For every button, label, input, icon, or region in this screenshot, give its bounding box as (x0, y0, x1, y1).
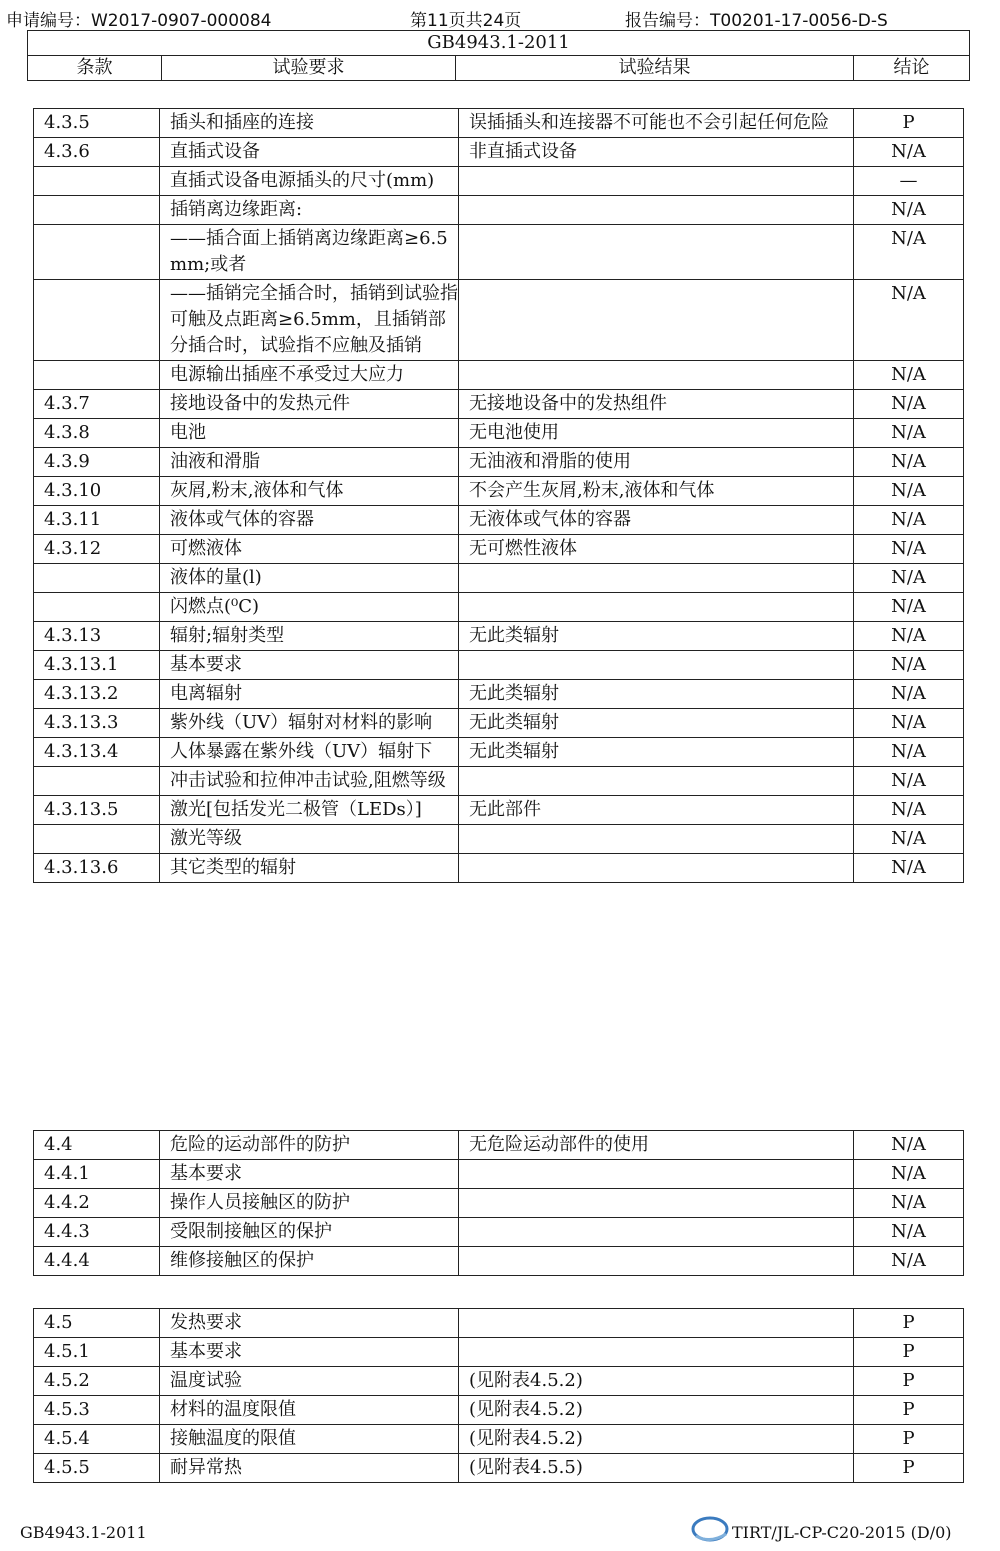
table-row (34, 1131, 964, 1160)
verdict-cell: N/A (854, 680, 964, 709)
result-cell: 无液体或气体的容器 (459, 506, 854, 535)
result-cell: 无接地设备中的发热组件 (459, 390, 854, 419)
verdict-cell: N/A (854, 709, 964, 738)
result-cell: 无此类辐射 (459, 680, 854, 709)
verdict-cell: N/A (854, 1189, 964, 1218)
clause-cell: 4.3.13 (34, 622, 160, 651)
requirement-cell: 插销离边缘距离: (160, 196, 459, 225)
clause-cell: 4.5.5 (34, 1454, 160, 1483)
table-row (34, 1247, 964, 1276)
clause-cell: 4.4.3 (34, 1218, 160, 1247)
table-row (34, 1218, 964, 1247)
table-row (34, 796, 964, 825)
table-row (34, 1160, 964, 1189)
table-row (34, 593, 964, 622)
requirement-cell: 耐异常热 (160, 1454, 459, 1483)
clause-cell (34, 564, 160, 593)
result-cell: 无电池使用 (459, 419, 854, 448)
clause-cell: 4.4.2 (34, 1189, 160, 1218)
result-cell: 不会产生灰屑,粉末,液体和气体 (459, 477, 854, 506)
requirement-cell: 辐射;辐射类型 (160, 622, 459, 651)
result-cell (459, 361, 854, 390)
result-cell: 无危险运动部件的使用 (459, 1131, 854, 1160)
clause-cell: 4.3.13.2 (34, 680, 160, 709)
clause-cell: 4.3.13.6 (34, 854, 160, 883)
column-header-clause: 条款 (28, 56, 162, 81)
requirement-cell: 基本要求 (160, 651, 459, 680)
table-row (34, 1425, 964, 1454)
requirement-cell: 液体或气体的容器 (160, 506, 459, 535)
requirement-cell: 维修接触区的保护 (160, 1247, 459, 1276)
clause-cell (34, 196, 160, 225)
requirement-cell: 可燃液体 (160, 535, 459, 564)
clause-cell (34, 280, 160, 361)
requirement-cell: 操作人员接触区的防护 (160, 1189, 459, 1218)
result-cell: 无可燃性液体 (459, 535, 854, 564)
verdict-cell: N/A (854, 361, 964, 390)
clause-cell: 4.4 (34, 1131, 160, 1160)
table-row (34, 506, 964, 535)
verdict-cell: N/A (854, 767, 964, 796)
verdict-cell: N/A (854, 506, 964, 535)
clause-cell: 4.3.13.4 (34, 738, 160, 767)
clause-cell: 4.3.11 (34, 506, 160, 535)
clause-cell: 4.5 (34, 1309, 160, 1338)
clause-cell: 4.5.1 (34, 1338, 160, 1367)
verdict-cell: P (854, 1425, 964, 1454)
clause-cell: 4.3.13.1 (34, 651, 160, 680)
verdict-cell: N/A (854, 1218, 964, 1247)
clause-cell: 4.3.13.5 (34, 796, 160, 825)
result-cell (459, 767, 854, 796)
verdict-cell: N/A (854, 825, 964, 854)
table-row (34, 196, 964, 225)
result-cell (459, 1309, 854, 1338)
tirt-logo-icon (690, 1514, 730, 1544)
result-cell (459, 651, 854, 680)
section-table-4-4 (33, 1130, 964, 1276)
clause-cell (34, 225, 160, 280)
table-row (34, 390, 964, 419)
page-info: 第11页共24页 (410, 11, 522, 31)
standard-header-table (27, 30, 970, 81)
table-row (34, 854, 964, 883)
requirement-cell: 电源输出插座不承受过大应力 (160, 361, 459, 390)
requirement-cell: 基本要求 (160, 1338, 459, 1367)
requirement-cell: 插头和插座的连接 (160, 109, 459, 138)
result-cell: 无此类辐射 (459, 738, 854, 767)
table-row (34, 280, 964, 361)
verdict-cell: N/A (854, 535, 964, 564)
verdict-cell: N/A (854, 477, 964, 506)
verdict-cell: P (854, 1309, 964, 1338)
requirement-cell: 危险的运动部件的防护 (160, 1131, 459, 1160)
verdict-cell: N/A (854, 280, 964, 361)
requirement-cell: 激光[包括发光二极管（LEDs）] (160, 796, 459, 825)
requirement-cell: 接地设备中的发热元件 (160, 390, 459, 419)
result-cell (459, 825, 854, 854)
table-row (34, 680, 964, 709)
verdict-cell: — (854, 167, 964, 196)
result-cell (459, 1218, 854, 1247)
result-cell (459, 225, 854, 280)
result-cell (459, 196, 854, 225)
requirement-cell: 紫外线（UV）辐射对材料的影响 (160, 709, 459, 738)
clause-cell (34, 167, 160, 196)
table-row (34, 477, 964, 506)
result-cell: (见附表4.5.2) (459, 1367, 854, 1396)
column-header-result: 试验结果 (456, 56, 854, 81)
result-cell: (见附表4.5.2) (459, 1425, 854, 1454)
verdict-cell: P (854, 109, 964, 138)
verdict-cell: N/A (854, 138, 964, 167)
result-cell: (见附表4.5.2) (459, 1396, 854, 1425)
table-row (34, 564, 964, 593)
verdict-cell: P (854, 1396, 964, 1425)
verdict-cell: N/A (854, 448, 964, 477)
clause-cell: 4.3.7 (34, 390, 160, 419)
table-row (34, 448, 964, 477)
result-cell: (见附表4.5.5) (459, 1454, 854, 1483)
footer-standard: GB4943.1-2011 (20, 1523, 147, 1542)
table-row (34, 738, 964, 767)
verdict-cell: N/A (854, 854, 964, 883)
clause-cell: 4.3.10 (34, 477, 160, 506)
table-row (34, 767, 964, 796)
result-cell (459, 564, 854, 593)
standard-title: GB4943.1-2011 (28, 31, 970, 56)
result-cell: 无油液和滑脂的使用 (459, 448, 854, 477)
verdict-cell: N/A (854, 419, 964, 448)
clause-cell: 4.4.4 (34, 1247, 160, 1276)
requirement-cell: 材料的温度限值 (160, 1396, 459, 1425)
requirement-cell: 直插式设备电源插头的尺寸(mm) (160, 167, 459, 196)
clause-cell: 4.5.2 (34, 1367, 160, 1396)
requirement-cell: 闪燃点(⁰C) (160, 593, 459, 622)
table-row (34, 1338, 964, 1367)
page-header (0, 6, 1000, 31)
table-row (34, 109, 964, 138)
verdict-cell: N/A (854, 796, 964, 825)
verdict-cell: P (854, 1338, 964, 1367)
result-cell (459, 1338, 854, 1367)
column-header-verdict: 结论 (854, 56, 970, 81)
requirement-cell: 电离辐射 (160, 680, 459, 709)
table-row (34, 1396, 964, 1425)
verdict-cell: N/A (854, 1160, 964, 1189)
requirement-cell: 电池 (160, 419, 459, 448)
table-row (34, 709, 964, 738)
requirement-cell: 接触温度的限值 (160, 1425, 459, 1454)
requirement-cell: ——插销完全插合时，插销到试验指可触及点距离≥6.5mm，且插销部分插合时，试验指不应触及插销 (160, 280, 459, 361)
clause-cell (34, 825, 160, 854)
application-number: 申请编号：W2017-0907-000084 (6, 11, 272, 31)
requirement-cell: 受限制接触区的保护 (160, 1218, 459, 1247)
clause-cell: 4.5.3 (34, 1396, 160, 1425)
requirement-cell: ——插合面上插销离边缘距离≥6.5mm;或者 (160, 225, 459, 280)
requirement-cell: 发热要求 (160, 1309, 459, 1338)
requirement-cell: 液体的量(l) (160, 564, 459, 593)
result-cell: 无此类辐射 (459, 709, 854, 738)
clause-cell: 4.3.5 (34, 109, 160, 138)
requirement-cell: 激光等级 (160, 825, 459, 854)
clause-cell (34, 593, 160, 622)
report-number: 报告编号：T00201-17-0056-D-S (625, 11, 888, 31)
clause-cell: 4.3.12 (34, 535, 160, 564)
result-cell (459, 280, 854, 361)
table-row (34, 138, 964, 167)
result-cell: 误插插头和连接器不可能也不会引起任何危险 (459, 109, 854, 138)
table-row (34, 535, 964, 564)
table-row (34, 1189, 964, 1218)
requirement-cell: 灰屑,粉末,液体和气体 (160, 477, 459, 506)
result-cell (459, 1160, 854, 1189)
table-row (34, 225, 964, 280)
clause-cell (34, 767, 160, 796)
verdict-cell: P (854, 1367, 964, 1396)
result-cell (459, 167, 854, 196)
requirement-cell: 基本要求 (160, 1160, 459, 1189)
verdict-cell: N/A (854, 651, 964, 680)
result-cell: 无此部件 (459, 796, 854, 825)
result-cell (459, 593, 854, 622)
result-cell: 非直插式设备 (459, 138, 854, 167)
verdict-cell: N/A (854, 390, 964, 419)
table-row (34, 1309, 964, 1338)
verdict-cell: N/A (854, 564, 964, 593)
footer-form-code: TIRT/JL-CP-C20-2015 (D/0) (732, 1523, 952, 1542)
table-row (34, 419, 964, 448)
section-table-4-5 (33, 1308, 964, 1483)
verdict-cell: N/A (854, 1247, 964, 1276)
clause-cell: 4.5.4 (34, 1425, 160, 1454)
clause-cell: 4.3.13.3 (34, 709, 160, 738)
requirement-cell: 冲击试验和拉伸冲击试验,阻燃等级 (160, 767, 459, 796)
clause-cell: 4.4.1 (34, 1160, 160, 1189)
table-row (34, 1367, 964, 1396)
clause-cell (34, 361, 160, 390)
table-row (34, 825, 964, 854)
requirement-cell: 直插式设备 (160, 138, 459, 167)
clause-cell: 4.3.8 (34, 419, 160, 448)
result-cell (459, 854, 854, 883)
verdict-cell: N/A (854, 196, 964, 225)
requirement-cell: 人体暴露在紫外线（UV）辐射下 (160, 738, 459, 767)
verdict-cell: N/A (854, 738, 964, 767)
requirement-cell: 温度试验 (160, 1367, 459, 1396)
requirement-cell: 其它类型的辐射 (160, 854, 459, 883)
column-header-requirement: 试验要求 (162, 56, 456, 81)
verdict-cell: N/A (854, 1131, 964, 1160)
verdict-cell: P (854, 1454, 964, 1483)
result-cell: 无此类辐射 (459, 622, 854, 651)
clause-cell: 4.3.6 (34, 138, 160, 167)
section-table-4-3 (33, 108, 964, 883)
table-row (34, 1454, 964, 1483)
requirement-cell: 油液和滑脂 (160, 448, 459, 477)
verdict-cell: N/A (854, 225, 964, 280)
table-row (34, 622, 964, 651)
table-row (34, 167, 964, 196)
clause-cell: 4.3.9 (34, 448, 160, 477)
verdict-cell: N/A (854, 622, 964, 651)
result-cell (459, 1189, 854, 1218)
verdict-cell: N/A (854, 593, 964, 622)
result-cell (459, 1247, 854, 1276)
table-row (34, 361, 964, 390)
table-row (34, 651, 964, 680)
